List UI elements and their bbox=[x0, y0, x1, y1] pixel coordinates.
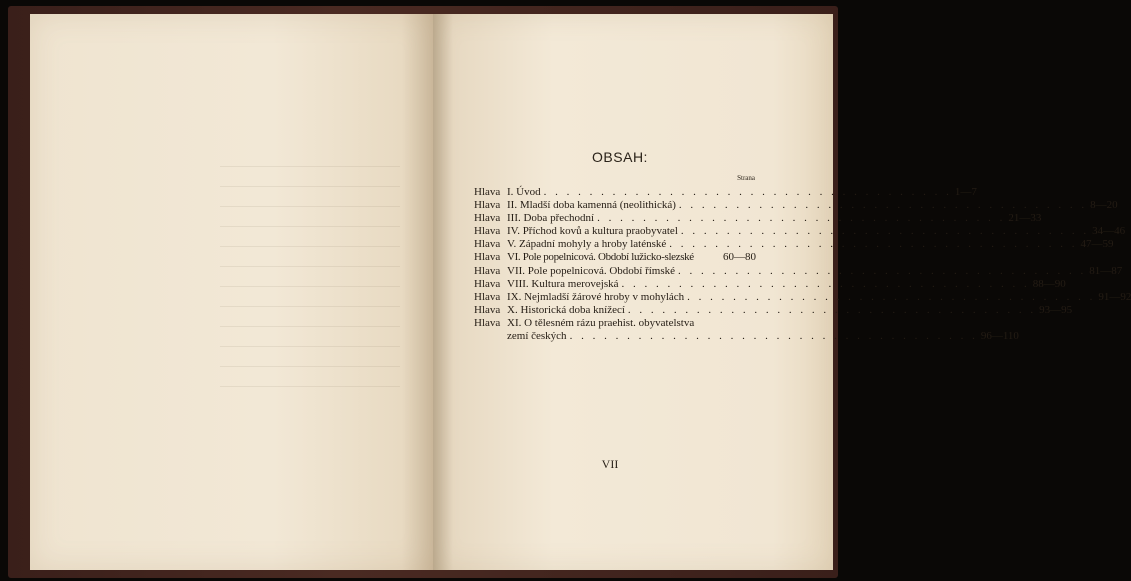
toc-entry bbox=[474, 264, 1123, 278]
toc-entry bbox=[474, 199, 1118, 212]
leader-dots: . . . . . . . . . . . . . . . . . . . . . . . . . . . . . . . . . . . . bbox=[678, 264, 1087, 277]
toc-entry bbox=[474, 225, 1126, 238]
toc-entry-pages: 21—33 bbox=[1008, 212, 1042, 225]
page-number: VII bbox=[601, 457, 619, 471]
toc-entry bbox=[474, 212, 1042, 225]
toc-entry-pages: 93—95 bbox=[1039, 303, 1073, 316]
toc-entry-title: VI. Pole popelnicová. Období lužicko-slezské bbox=[507, 251, 694, 264]
toc-entry-title: VII. Pole popelnicová. Období římské bbox=[507, 264, 676, 277]
leader-dots: . . . . . . . . . . . . . . . . . . . . . . . . . . . . . . . . . . . . bbox=[678, 199, 1088, 212]
toc-entry-title: IV. Příchod kovů a kultura praobyvatel bbox=[507, 225, 678, 238]
toc-entry-label: Hlava bbox=[474, 290, 501, 303]
toc-entry-title: II. Mladší doba kamenná (neolithická) bbox=[507, 199, 676, 212]
table-of-contents bbox=[474, 186, 1131, 343]
toc-entry-label: Hlava bbox=[474, 264, 501, 277]
toc-entry bbox=[474, 186, 977, 199]
toc-entry-title: VIII. Kultura merovejská bbox=[507, 277, 619, 290]
toc-entry-label: Hlava bbox=[474, 212, 501, 225]
toc-entry bbox=[474, 303, 1073, 317]
toc-entry-pages: 96—110 bbox=[980, 330, 1019, 343]
toc-entry-label: Hlava bbox=[474, 199, 501, 212]
leader-dots: . . . . . . . . . . . . . . . . . . . . . . . . . . . . . . . . . . . . bbox=[669, 238, 1078, 251]
toc-entry bbox=[474, 238, 1114, 251]
toc-entry-label: Hlava bbox=[474, 186, 501, 198]
leader-dots: . . . . . . . . . . . . . . . . . . . . . . . . . . . . . . . . . . . . bbox=[543, 186, 952, 198]
toc-entry-label: Hlava bbox=[474, 277, 501, 290]
leader-dots: . . . . . . . . . . . . . . . . . . . . . . . . . . . . . . . . . . . . bbox=[687, 290, 1096, 303]
toc-entry-pages: 60—80 bbox=[723, 251, 756, 264]
toc-entry-label: Hlava bbox=[474, 303, 501, 316]
toc-entry bbox=[474, 251, 756, 264]
toc-entry-label: Hlava bbox=[474, 316, 501, 329]
leader-dots: . . . . . . . . . . . . . . . . . . . . . . . . . . . . . . . . . . . . bbox=[597, 212, 1006, 225]
toc-entry-label: Hlava bbox=[474, 238, 501, 251]
toc-entry-title: I. Úvod bbox=[507, 186, 541, 198]
toc-entry-pages: 34—46 bbox=[1092, 225, 1126, 238]
leader-dots: . . . . . . . . . . . . . . . . . . . . . . . . . . . . . . . . . . . . bbox=[627, 303, 1037, 316]
toc-entry bbox=[474, 290, 1131, 304]
toc-entry-title: IX. Nejmladší žárové hroby v mohylách bbox=[507, 290, 685, 303]
toc-entry-title: X. Historická doba knížecí bbox=[507, 303, 625, 316]
toc-entry-pages: 1—7 bbox=[954, 186, 977, 198]
leader-dots: . . . . . . . . . . . . . . . . . . . . . . . . . . . . . . . . . . . . bbox=[569, 330, 978, 343]
toc-entry-pages: 8—20 bbox=[1090, 199, 1118, 212]
toc-entry-pages: 88—90 bbox=[1032, 277, 1066, 290]
toc-entry-label: Hlava bbox=[474, 225, 501, 238]
toc-entry-title: III. Doba přechodní bbox=[507, 212, 595, 225]
leader-dots: . . . . . . . . . . . . . . . . . . . . . . . . . . . . . . . . . . . . bbox=[621, 277, 1030, 290]
toc-entry-label: Hlava bbox=[474, 251, 501, 264]
toc-entry-pages: 81—87 bbox=[1089, 264, 1123, 277]
toc-entry-title: XI. O tělesném rázu praehist. obyvatelstva bbox=[507, 316, 695, 329]
page-column-header: Strana bbox=[737, 174, 755, 182]
toc-entry bbox=[474, 277, 1066, 291]
toc-entry-title-continued: zemí českých bbox=[507, 330, 567, 343]
toc-entry bbox=[474, 316, 1019, 343]
toc-entry-pages: 91—92 bbox=[1098, 290, 1131, 303]
page-title: OBSAH: bbox=[592, 149, 648, 165]
leader-dots: . . . . . . . . . . . . . . . . . . . . . . . . . . . . . . . . . . . . bbox=[680, 225, 1090, 238]
toc-entry-pages: 47—59 bbox=[1080, 238, 1114, 251]
toc-entry-title: V. Západní mohyly a hroby laténské bbox=[507, 238, 667, 251]
